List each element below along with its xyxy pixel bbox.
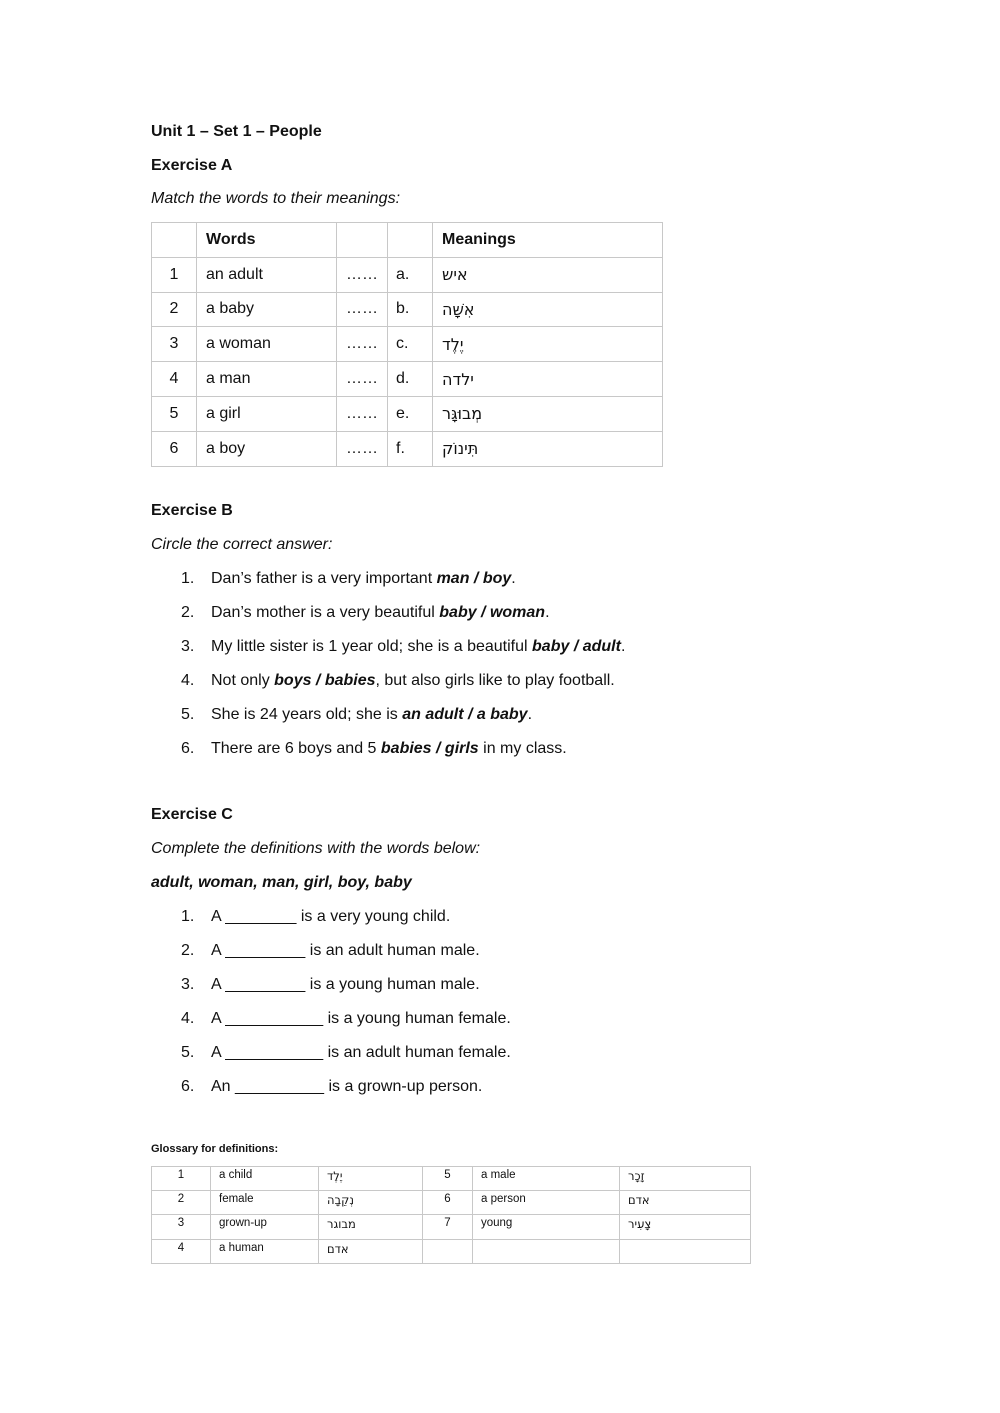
table-row <box>152 327 663 362</box>
row-number: 4 <box>152 362 197 397</box>
gloss-hebrew: מבוגר <box>319 1215 423 1239</box>
gloss-hebrew: נְקֵבָה <box>319 1191 423 1215</box>
gloss-hebrew <box>620 1239 751 1263</box>
gloss-word: female <box>211 1191 319 1215</box>
exercise-b-instruction: Circle the correct answer: <box>151 536 333 553</box>
gloss-hebrew: צָעִיר <box>620 1215 751 1239</box>
header-number-cell <box>152 223 197 258</box>
exercise-c-heading: Exercise C <box>151 806 233 823</box>
gloss-word: a human <box>211 1239 319 1263</box>
item-text-end: . <box>620 638 626 655</box>
row-word: a woman <box>197 327 337 362</box>
row-meaning: אִשָּׁה <box>433 292 663 327</box>
item-number: 2. <box>181 942 195 959</box>
definition-text[interactable]: A ___________ is an adult human female. <box>211 1044 511 1061</box>
item-text-end: . <box>545 604 550 621</box>
gloss-hebrew: יֶלֶד <box>319 1167 423 1191</box>
gloss-word: young <box>473 1215 620 1239</box>
item-text: There are 6 boys and 5 <box>211 740 381 757</box>
definition-text[interactable]: A _________ is a young human male. <box>211 976 480 993</box>
exercise-b-heading: Exercise B <box>151 502 233 519</box>
item-text-end: . <box>511 570 516 587</box>
gloss-number: 3 <box>152 1215 211 1239</box>
table-row <box>152 431 663 466</box>
table-header-row <box>152 223 663 258</box>
table-row <box>152 1167 751 1191</box>
answer-choice[interactable]: baby / woman <box>439 604 546 621</box>
answer-blank[interactable]: …… <box>337 396 388 431</box>
item-number: 1. <box>181 570 195 587</box>
gloss-number: 1 <box>152 1167 211 1191</box>
gloss-number: 7 <box>423 1215 473 1239</box>
row-number: 5 <box>152 396 197 431</box>
row-meaning: מְבוּגָּר <box>433 396 663 431</box>
answer-blank[interactable]: …… <box>337 327 388 362</box>
table-row <box>152 362 663 397</box>
item-number: 1. <box>181 908 195 925</box>
gloss-word <box>473 1239 620 1263</box>
item-text-end: . <box>527 706 533 723</box>
item-text-end: in my class. <box>478 740 567 757</box>
answer-choice[interactable]: baby / adult <box>532 638 621 655</box>
row-number: 3 <box>152 327 197 362</box>
table-row <box>152 1239 751 1263</box>
gloss-hebrew: אדם <box>620 1191 751 1215</box>
header-meanings: Meanings <box>433 223 663 258</box>
row-letter: e. <box>388 396 433 431</box>
item-number: 3. <box>181 638 195 655</box>
row-meaning: ילדה <box>433 362 663 397</box>
gloss-number: 6 <box>423 1191 473 1215</box>
table-row <box>152 292 663 327</box>
row-letter: c. <box>388 327 433 362</box>
answer-blank[interactable]: …… <box>337 431 388 466</box>
answer-choice[interactable]: an adult / a baby <box>402 706 528 723</box>
table-row <box>152 396 663 431</box>
row-letter: b. <box>388 292 433 327</box>
definition-text[interactable]: A ________ is a very young child. <box>211 908 451 925</box>
header-words: Words <box>197 223 337 258</box>
item-number: 4. <box>181 1010 195 1027</box>
row-letter: a. <box>388 257 433 292</box>
answer-blank[interactable]: …… <box>337 257 388 292</box>
gloss-number: 5 <box>423 1167 473 1191</box>
gloss-word: a child <box>211 1167 319 1191</box>
table-row <box>152 1215 751 1239</box>
definition-text[interactable]: An __________ is a grown-up person. <box>211 1078 483 1095</box>
answer-choice[interactable]: man / boy <box>436 570 512 587</box>
header-answer-cell <box>337 223 388 258</box>
exercise-a-instruction: Match the words to their meanings: <box>151 190 401 207</box>
definition-text[interactable]: A ___________ is a young human female. <box>211 1010 511 1027</box>
item-number: 5. <box>181 1044 195 1061</box>
gloss-number: 4 <box>152 1239 211 1263</box>
row-word: a girl <box>197 396 337 431</box>
table-row <box>152 1191 751 1215</box>
row-word: a baby <box>197 292 337 327</box>
matching-table <box>151 222 663 467</box>
item-text: She is 24 years old; she is <box>211 706 403 723</box>
gloss-word: grown-up <box>211 1215 319 1239</box>
item-number: 4. <box>181 672 195 689</box>
row-meaning: יֶלֶד <box>433 327 663 362</box>
item-text: Dan’s father is a very important <box>211 570 437 587</box>
answer-choice[interactable]: babies / girls <box>380 740 479 757</box>
row-meaning: תִּינוֹק <box>433 431 663 466</box>
exercise-c-instruction: Complete the definitions with the words below: <box>151 840 481 857</box>
glossary-title: Glossary for definitions: <box>151 1143 279 1155</box>
item-number: 2. <box>181 604 195 621</box>
item-text-end: , but also girls like to play football. <box>375 672 615 689</box>
header-letter-cell <box>388 223 433 258</box>
definition-text[interactable]: A _________ is an adult human male. <box>211 942 480 959</box>
row-word: a boy <box>197 431 337 466</box>
glossary-table <box>151 1166 751 1264</box>
answer-blank[interactable]: …… <box>337 362 388 397</box>
row-letter: d. <box>388 362 433 397</box>
row-letter: f. <box>388 431 433 466</box>
row-word: an adult <box>197 257 337 292</box>
item-text: My little sister is 1 year old; she is a beautiful <box>211 638 533 655</box>
item-number: 5. <box>181 706 195 723</box>
gloss-word: a person <box>473 1191 620 1215</box>
answer-blank[interactable]: …… <box>337 292 388 327</box>
answer-choice[interactable]: boys / babies <box>274 672 376 689</box>
item-text: Dan’s mother is a very beautiful <box>211 604 440 621</box>
gloss-number: 2 <box>152 1191 211 1215</box>
gloss-hebrew: זָכָר <box>620 1167 751 1191</box>
gloss-hebrew: אדם <box>319 1239 423 1263</box>
table-row <box>152 257 663 292</box>
page-title: Unit 1 – Set 1 – People <box>151 123 322 140</box>
exercise-a-heading: Exercise A <box>151 157 233 174</box>
gloss-word: a male <box>473 1167 620 1191</box>
row-word: a man <box>197 362 337 397</box>
item-number: 3. <box>181 976 195 993</box>
row-number: 1 <box>152 257 197 292</box>
item-number: 6. <box>181 1078 195 1095</box>
word-bank: adult, woman, man, girl, boy, baby <box>151 874 412 891</box>
item-number: 6. <box>181 740 195 757</box>
row-meaning: איש <box>433 257 663 292</box>
gloss-number <box>423 1239 473 1263</box>
row-number: 2 <box>152 292 197 327</box>
row-number: 6 <box>152 431 197 466</box>
item-text: Not only <box>211 672 275 689</box>
